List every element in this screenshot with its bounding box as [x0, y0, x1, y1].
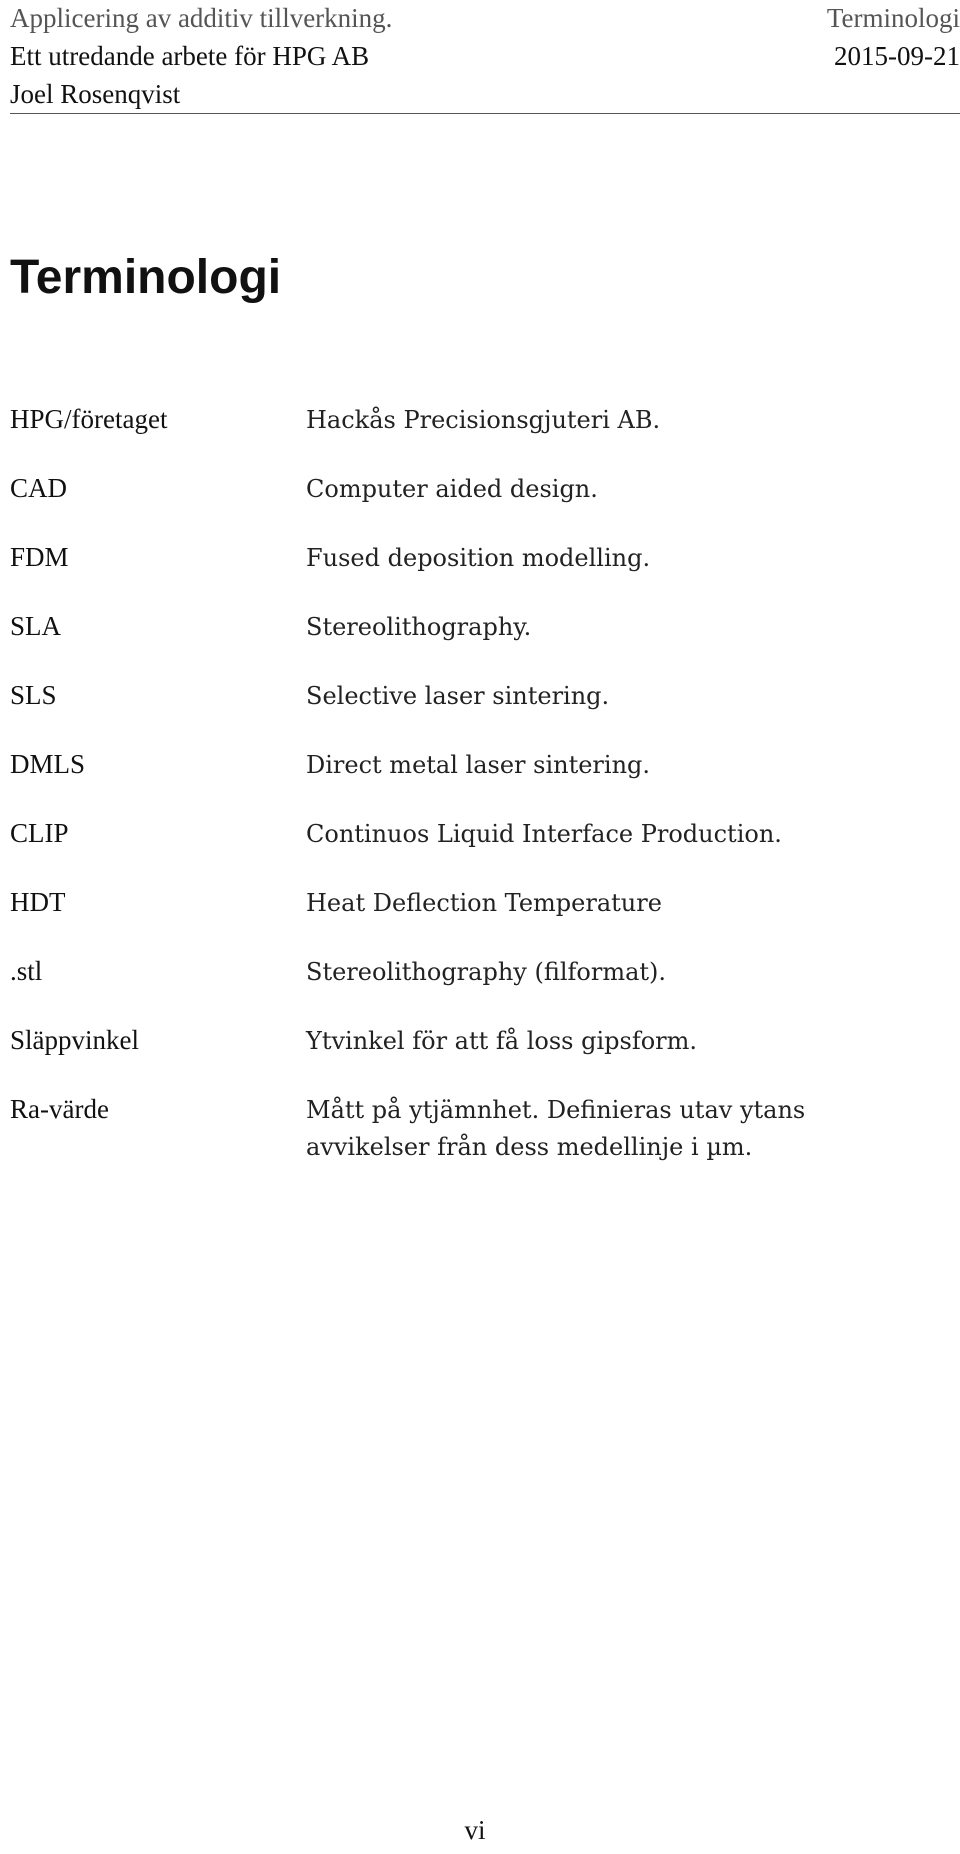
- author-name: Joel Rosenqvist: [10, 79, 181, 109]
- term-row: [0, 1090, 960, 1190]
- document-title: Applicering av additiv tillverkning.: [10, 3, 393, 33]
- term-definition: Stereolithography (filformat).: [306, 958, 667, 986]
- term-definition: Ytvinkel för att få loss gipsform.: [306, 1027, 698, 1055]
- term-row: [0, 538, 960, 607]
- chapter-name: Terminologi: [826, 3, 960, 33]
- page-number: vi: [464, 1815, 486, 1845]
- term-label: Släppvinkel: [10, 1025, 139, 1055]
- term-row: [0, 952, 960, 1021]
- document-date: 2015-09-21: [834, 41, 960, 71]
- term-row: [0, 469, 960, 538]
- term-row: [0, 400, 960, 469]
- term-definition: Continuos Liquid Interface Production.: [306, 820, 782, 848]
- term-label: HPG/företaget: [10, 404, 168, 434]
- term-label: CAD: [10, 473, 68, 503]
- term-row: [0, 883, 960, 952]
- document-subtitle: Ett utredande arbete för HPG AB: [10, 41, 370, 71]
- term-row: [0, 607, 960, 676]
- term-label: HDT: [10, 887, 66, 917]
- term-definition: Stereolithography.: [306, 613, 532, 641]
- term-row: [0, 814, 960, 883]
- term-row: [0, 745, 960, 814]
- term-definition: Computer aided design.: [306, 475, 598, 503]
- term-definition: Fused deposition modelling.: [306, 544, 651, 572]
- term-definition: Heat Deflection Temperature: [306, 889, 662, 917]
- term-label: Ra-värde: [10, 1094, 109, 1124]
- term-definition: Hackås Precisionsgjuteri AB.: [306, 406, 661, 434]
- term-definition: Selective laser sintering.: [306, 682, 610, 710]
- term-label: SLA: [10, 611, 62, 641]
- term-label: SLS: [10, 680, 57, 710]
- term-definition: Mått på ytjämnhet. Definieras utav ytans avvikelser från dess medellinje i µm.: [306, 1096, 806, 1161]
- page-title: Terminologi: [10, 251, 282, 304]
- term-label: CLIP: [10, 818, 69, 848]
- term-label: .stl: [10, 956, 43, 986]
- term-label: DMLS: [10, 749, 86, 779]
- term-definition: Direct metal laser sintering.: [306, 751, 651, 779]
- term-label: FDM: [10, 542, 69, 572]
- term-row: [0, 676, 960, 745]
- page-header: [10, 0, 960, 114]
- term-row: [0, 1021, 960, 1090]
